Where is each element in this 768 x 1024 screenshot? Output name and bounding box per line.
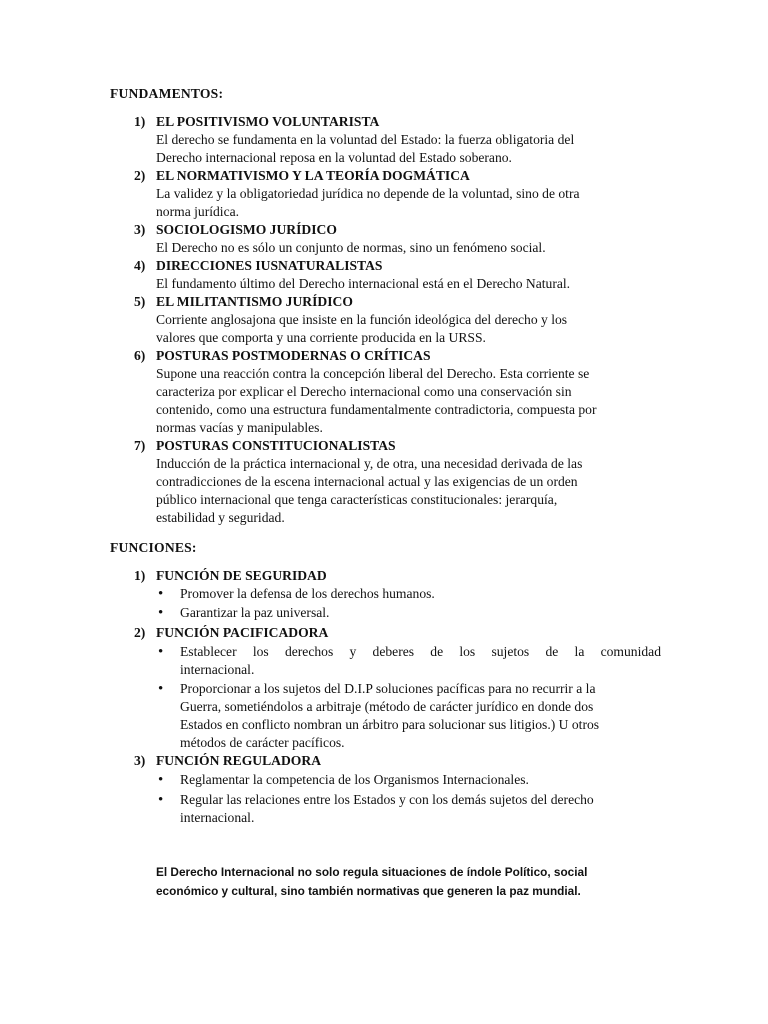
item-text: valores que comporta y una corriente producida en la URSS. bbox=[156, 330, 486, 345]
bullet-text: Regular las relaciones entre los Estados y con los demás sujetos del derecho bbox=[180, 792, 594, 807]
note-text: económico y cultural, sino también normativas que generen la paz mundial. bbox=[156, 884, 581, 898]
item-text: estabilidad y seguridad. bbox=[156, 510, 285, 525]
item-title: POSTURAS CONSTITUCIONALISTAS bbox=[156, 438, 396, 453]
bullet-text: Proporcionar a los sujetos del D.I.P soluciones pacíficas para no recurrir a la bbox=[180, 681, 596, 696]
item-text: Derecho internacional reposa en la voluntad del Estado soberano. bbox=[156, 150, 512, 165]
item-title: EL POSITIVISMO VOLUNTARISTA bbox=[156, 114, 380, 129]
list-number: 2) bbox=[134, 168, 146, 183]
bullet-text: Guerra, sometiéndolos a arbitraje (método de carácter jurídico en donde dos bbox=[180, 699, 594, 714]
bullet-text: Garantizar la paz universal. bbox=[180, 605, 330, 620]
section-heading-funciones: FUNCIONES: bbox=[110, 540, 197, 555]
item-title: FUNCIÓN REGULADORA bbox=[156, 753, 322, 768]
bullet-text: Promover la defensa de los derechos humanos. bbox=[180, 586, 435, 601]
bullet-icon: • bbox=[158, 792, 164, 808]
item-text: caracteriza por explicar el Derecho internacional como una conservación sin bbox=[156, 384, 572, 399]
item-title: POSTURAS POSTMODERNAS O CRÍTICAS bbox=[156, 348, 431, 363]
item-title: SOCIOLOGISMO JURÍDICO bbox=[156, 222, 337, 237]
bullet-text: Estados en conflicto nombran un árbitro para solucionar sus litigios.) U otros bbox=[180, 717, 600, 732]
bullet-text: internacional. bbox=[180, 810, 255, 825]
list-number: 5) bbox=[134, 294, 146, 309]
item-text: El derecho se fundamenta en la voluntad del Estado: la fuerza obligatoria del bbox=[156, 132, 575, 147]
item-text: El Derecho no es sólo un conjunto de normas, sino un fenómeno social. bbox=[156, 240, 546, 255]
section-heading-fundamentos: FUNDAMENTOS: bbox=[110, 86, 224, 101]
list-number: 7) bbox=[134, 438, 146, 453]
item-text: Inducción de la práctica internacional y, de otra, una necesidad derivada de las bbox=[156, 456, 583, 471]
bullet-text: Reglamentar la competencia de los Organismos Internacionales. bbox=[180, 772, 529, 787]
bullet-text: internacional. bbox=[180, 662, 255, 677]
item-text: El fundamento último del Derecho internacional está en el Derecho Natural. bbox=[156, 276, 571, 291]
item-title: FUNCIÓN PACIFICADORA bbox=[156, 625, 329, 640]
item-text: público internacional que tenga características constitucionales: jerarquía, bbox=[156, 492, 558, 507]
list-number: 1) bbox=[134, 114, 146, 129]
list-number: 6) bbox=[134, 348, 146, 363]
bullet-icon: • bbox=[158, 605, 164, 621]
item-text: norma jurídica. bbox=[156, 204, 240, 219]
bullet-icon: • bbox=[158, 772, 164, 788]
item-text: Corriente anglosajona que insiste en la función ideológica del derecho y los bbox=[156, 312, 568, 327]
bullet-icon: • bbox=[158, 586, 164, 602]
note-text: El Derecho Internacional no solo regula situaciones de índole Político, social bbox=[156, 865, 588, 879]
item-title: DIRECCIONES IUSNATURALISTAS bbox=[156, 258, 383, 273]
bullet-text: Establecer los derechos y deberes de los sujetos de la comunidad bbox=[180, 644, 661, 659]
item-title: FUNCIÓN DE SEGURIDAD bbox=[156, 568, 327, 583]
list-number: 1) bbox=[134, 568, 146, 583]
item-text: Supone una reacción contra la concepción liberal del Derecho. Esta corriente se bbox=[156, 366, 590, 381]
list-number: 4) bbox=[134, 258, 146, 273]
bullet-icon: • bbox=[158, 644, 164, 660]
bullet-icon: • bbox=[158, 681, 164, 697]
list-number: 3) bbox=[134, 222, 146, 237]
item-text: contradicciones de la escena internacional actual y las exigencias de un orden bbox=[156, 474, 578, 489]
item-text: normas vacías y manipulables. bbox=[156, 420, 323, 435]
item-text: contenido, como una estructura fundamentalmente contradictoria, compuesta por bbox=[156, 402, 597, 417]
item-text: La validez y la obligatoriedad jurídica no depende de la voluntad, sino de otra bbox=[156, 186, 580, 201]
item-title: EL MILITANTISMO JURÍDICO bbox=[156, 294, 353, 309]
item-title: EL NORMATIVISMO Y LA TEORÍA DOGMÁTICA bbox=[156, 168, 470, 183]
list-number: 3) bbox=[134, 753, 146, 768]
list-number: 2) bbox=[134, 625, 146, 640]
bullet-text: métodos de carácter pacíficos. bbox=[180, 735, 345, 750]
